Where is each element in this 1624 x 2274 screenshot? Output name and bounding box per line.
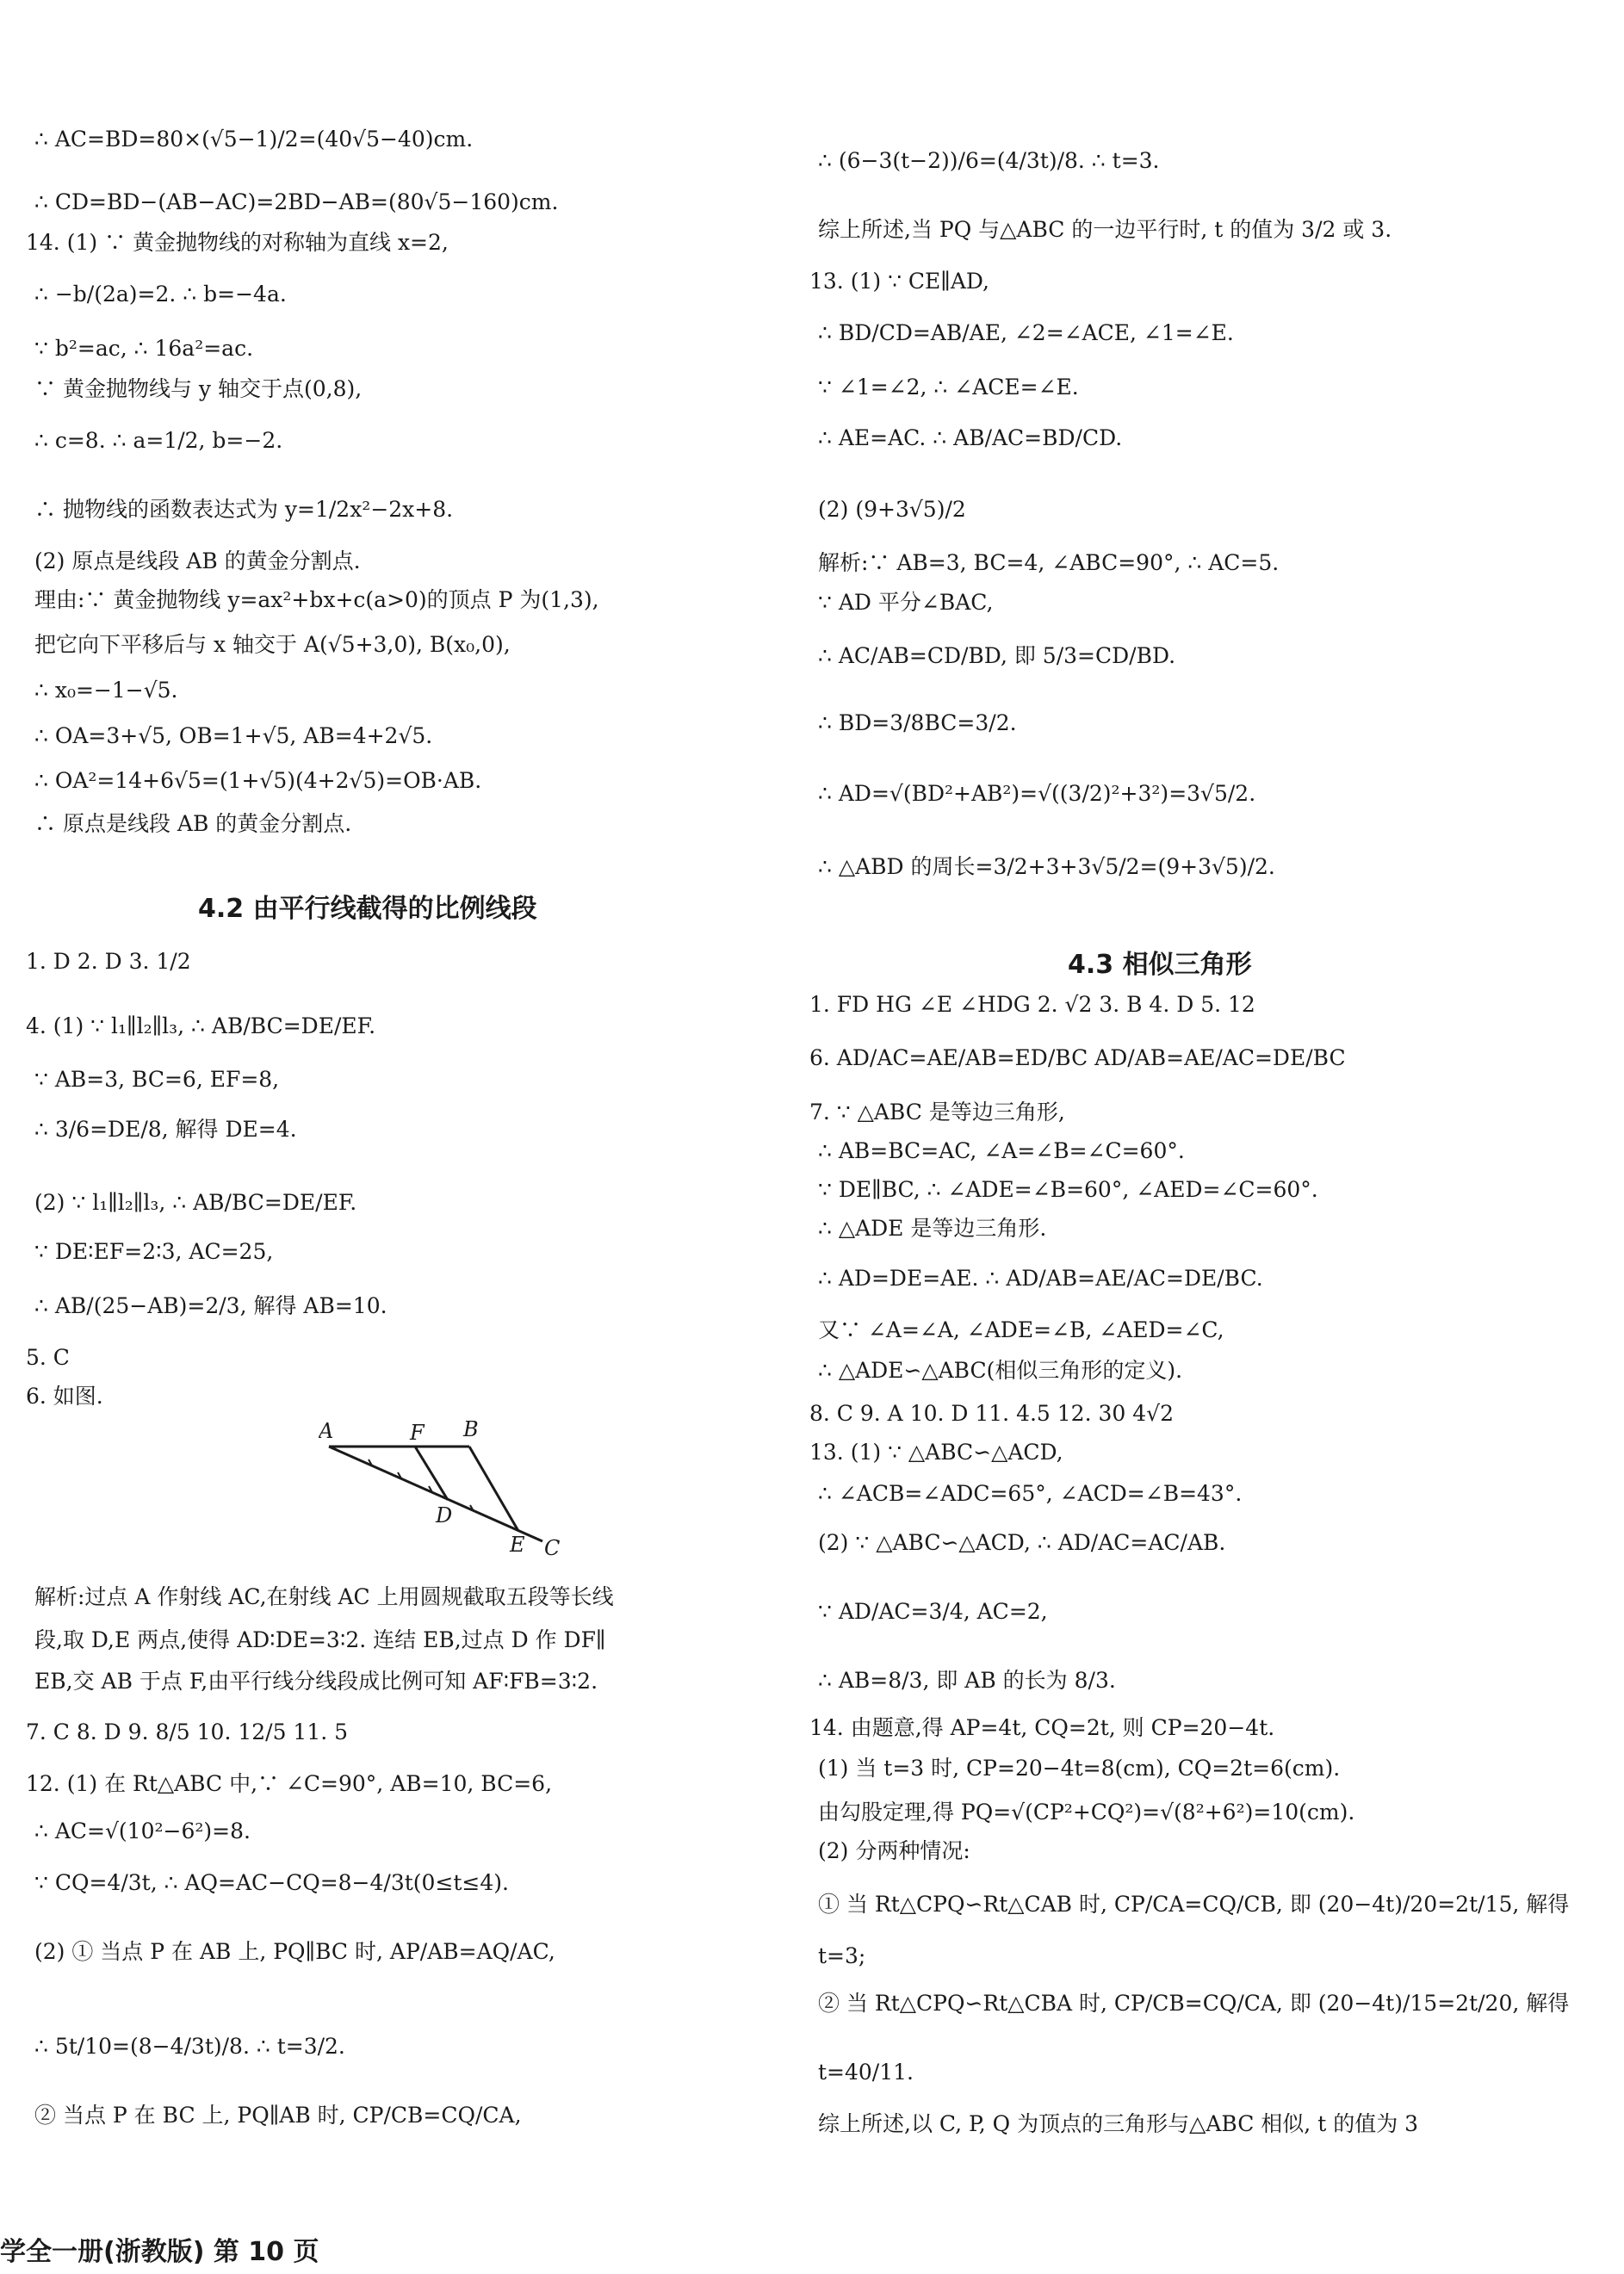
- text-line: t=40/11.: [818, 2060, 914, 2085]
- text-line: ∵ b²=ac, ∴ 16a²=ac.: [34, 336, 254, 361]
- section-title-4-3: 4.3 相似三角形: [1068, 950, 1252, 980]
- text-line: ∴ AC=√(10²−6²)=8.: [34, 1819, 251, 1843]
- text-line: ∵ ∠1=∠2, ∴ ∠ACE=∠E.: [818, 375, 1079, 400]
- text-line: 1. D 2. D 3. 1/2: [26, 949, 191, 974]
- text-line: 7. C 8. D 9. 8/5 10. 12/5 11. 5: [26, 1719, 349, 1744]
- text-line: 由勾股定理,得 PQ=√(CP²+CQ²)=√(8²+6²)=10(cm).: [818, 1800, 1355, 1825]
- text-line: ② 当 Rt△CPQ∽Rt△CBA 时, CP/CB=CQ/CA, 即 (20−4t)/15=2t/20, 解得: [818, 1991, 1570, 2016]
- text-line: 13. (1) ∵ △ABC∽△ACD,: [809, 1440, 1063, 1465]
- text-line: ∴ AE=AC. ∴ AB/AC=BD/CD.: [818, 425, 1123, 450]
- text-line: t=3;: [818, 1943, 866, 1968]
- text-line: ∴ BD=3/8BC=3/2.: [818, 710, 1017, 735]
- text-line: ∴ 原点是线段 AB 的黄金分割点.: [34, 811, 352, 836]
- text-line: ∴ (6−3(t−2))/6=(4/3t)/8. ∴ t=3.: [818, 148, 1160, 173]
- text-line: (2) (9+3√5)/2: [818, 497, 966, 522]
- text-line: ∴ BD/CD=AB/AE, ∠2=∠ACE, ∠1=∠E.: [818, 320, 1234, 345]
- text-line: ∴ △ADE∽△ABC(相似三角形的定义).: [818, 1358, 1183, 1383]
- text-line: ∴ c=8. ∴ a=1/2, b=−2.: [34, 428, 283, 453]
- text-line: 把它向下平移后与 x 轴交于 A(√5+3,0), B(x₀,0),: [34, 632, 511, 657]
- text-line: ① 当 Rt△CPQ∽Rt△CAB 时, CP/CA=CQ/CB, 即 (20−4t)/20=2t/15, 解得: [818, 1892, 1570, 1917]
- text-line: ∴ AB/(25−AB)=2/3, 解得 AB=10.: [34, 1293, 387, 1318]
- text-line: 7. ∵ △ABC 是等边三角形,: [809, 1100, 1065, 1125]
- text-line: 综上所述,当 PQ 与△ABC 的一边平行时, t 的值为 3/2 或 3.: [818, 217, 1392, 242]
- text-line: ∴ AC/AB=CD/BD, 即 5/3=CD/BD.: [818, 643, 1176, 668]
- text-line: 12. (1) 在 Rt△ABC 中,∵ ∠C=90°, AB=10, BC=6,: [26, 1771, 553, 1796]
- text-line: ∵ DE∥BC, ∴ ∠ADE=∠B=60°, ∠AED=∠C=60°.: [818, 1177, 1318, 1202]
- label-c: C: [544, 1536, 561, 1558]
- label-d: D: [436, 1503, 453, 1527]
- text-line: ∴ △ABD 的周长=3/2+3+3√5/2=(9+3√5)/2.: [818, 854, 1275, 879]
- text-line: 综上所述,以 C, P, Q 为顶点的三角形与△ABC 相似, t 的值为 3: [818, 2111, 1419, 2136]
- page-footer: 学全一册(浙教版) 第 10 页: [0, 2237, 319, 2267]
- label-f: F: [410, 1421, 425, 1445]
- text-line: ∵ AD 平分∠BAC,: [818, 590, 994, 615]
- text-line: ∴ AB=BC=AC, ∠A=∠B=∠C=60°.: [818, 1138, 1185, 1163]
- text-line: ∴ ∠ACB=∠ADC=65°, ∠ACD=∠B=43°.: [818, 1481, 1243, 1506]
- section-title-4-2: 4.2 由平行线截得的比例线段: [198, 894, 537, 924]
- text-line: ∴ −b/(2a)=2. ∴ b=−4a.: [34, 282, 287, 307]
- text-line: (2) ∵ △ABC∽△ACD, ∴ AD/AC=AC/AB.: [818, 1530, 1226, 1555]
- text-line: ∵ CQ=4/3t, ∴ AQ=AC−CQ=8−4/3t(0≤t≤4).: [34, 1870, 509, 1895]
- text-line: (2) ① 当点 P 在 AB 上, PQ∥BC 时, AP/AB=AQ/AC,: [34, 1939, 555, 1964]
- text-line: 解析:过点 A 作射线 AC,在射线 AC 上用圆规截取五段等长线: [34, 1584, 614, 1609]
- text-line: ∴ OA²=14+6√5=(1+√5)(4+2√5)=OB·AB.: [34, 768, 482, 793]
- text-line: (1) 当 t=3 时, CP=20−4t=8(cm), CQ=2t=6(cm).: [818, 1756, 1341, 1781]
- text-line: EB,交 AB 于点 F,由平行线分线段成比例可知 AF∶FB=3∶2.: [34, 1669, 598, 1694]
- text-line: 4. (1) ∵ l₁∥l₂∥l₃, ∴ AB/BC=DE/EF.: [26, 1013, 376, 1038]
- text-line: ∵ 黄金抛物线与 y 轴交于点(0,8),: [34, 376, 363, 401]
- label-b: B: [463, 1417, 479, 1441]
- text-line: ∴ AB=8/3, 即 AB 的长为 8/3.: [818, 1668, 1116, 1693]
- text-line: ∴ AD=DE=AE. ∴ AD/AB=AE/AC=DE/BC.: [818, 1266, 1263, 1291]
- text-line: ∴ 3/6=DE/8, 解得 DE=4.: [34, 1117, 297, 1142]
- text-line: ∴ AC=BD=80×(√5−1)/2=(40√5−40)cm.: [34, 127, 474, 152]
- text-line: 解析:∵ AB=3, BC=4, ∠ABC=90°, ∴ AC=5.: [818, 550, 1280, 575]
- text-line: ∴ 5t/10=(8−4/3t)/8. ∴ t=3/2.: [34, 2034, 345, 2059]
- text-line: 段,取 D,E 两点,使得 AD∶DE=3∶2. 连结 EB,过点 D 作 DF∥: [34, 1627, 606, 1652]
- text-line: ∴ OA=3+√5, OB=1+√5, AB=4+2√5.: [34, 723, 433, 748]
- text-line: ∴ AD=√(BD²+AB²)=√((3/2)²+3²)=3√5/2.: [818, 781, 1256, 806]
- text-line: ② 当点 P 在 BC 上, PQ∥AB 时, CP/CB=CQ/CA,: [34, 2103, 522, 2128]
- text-line: 1. FD HG ∠E ∠HDG 2. √2 3. B 4. D 5. 12: [809, 992, 1255, 1017]
- text-line: ∴ CD=BD−(AB−AC)=2BD−AB=(80√5−160)cm.: [34, 189, 559, 214]
- text-line: ∴ 抛物线的函数表达式为 y=1/2x²−2x+8.: [34, 497, 454, 522]
- text-line: 6. AD/AC=AE/AB=ED/BC AD/AB=AE/AC=DE/BC: [809, 1045, 1346, 1070]
- text-line: 14. (1) ∵ 黄金抛物线的对称轴为直线 x=2,: [26, 230, 449, 255]
- label-e: E: [510, 1533, 525, 1557]
- text-line: 5. C: [26, 1345, 70, 1370]
- text-line: ∵ AD/AC=3/4, AC=2,: [818, 1599, 1048, 1624]
- text-line: ∵ AB=3, BC=6, EF=8,: [34, 1067, 280, 1092]
- text-line: 又∵ ∠A=∠A, ∠ADE=∠B, ∠AED=∠C,: [818, 1317, 1224, 1342]
- text-line: 理由:∵ 黄金抛物线 y=ax²+bx+c(a>0)的顶点 P 为(1,3),: [34, 587, 599, 612]
- text-line: (2) 原点是线段 AB 的黄金分割点.: [34, 548, 361, 573]
- text-line: ∴ x₀=−1−√5.: [34, 678, 178, 703]
- text-line: ∴ △ADE 是等边三角形.: [818, 1216, 1047, 1241]
- text-line: 8. C 9. A 10. D 11. 4.5 12. 30 4√2: [809, 1401, 1174, 1426]
- parallel-lines-figure: [319, 1412, 577, 1558]
- text-line: 6. 如图.: [26, 1384, 103, 1409]
- text-line: ∵ DE∶EF=2∶3, AC=25,: [34, 1239, 274, 1264]
- text-line: (2) ∵ l₁∥l₂∥l₃, ∴ AB/BC=DE/EF.: [34, 1190, 357, 1215]
- text-line: 13. (1) ∵ CE∥AD,: [809, 269, 989, 294]
- text-line: (2) 分两种情况:: [818, 1838, 970, 1863]
- label-a: A: [319, 1419, 334, 1443]
- text-line: 14. 由题意,得 AP=4t, CQ=2t, 则 CP=20−4t.: [809, 1715, 1275, 1740]
